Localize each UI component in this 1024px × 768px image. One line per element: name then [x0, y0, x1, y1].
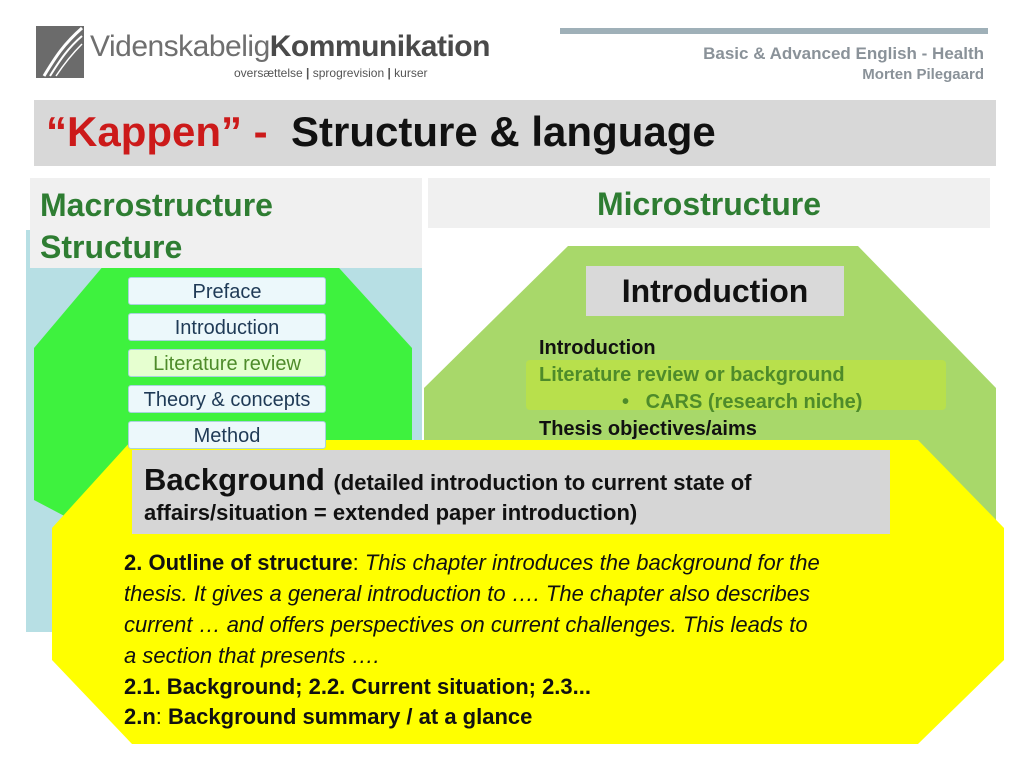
macro-heading: [40, 184, 273, 268]
background-title: Background: [144, 462, 325, 497]
outline-colon: :: [352, 550, 365, 575]
summary-colon: :: [155, 704, 169, 729]
logo-tagline: oversættelse | sprogrevision | kurser: [234, 66, 428, 80]
macro-heading-line1: Macrostructure: [40, 187, 273, 223]
sections-text: 2.1. Background; 2.2. Current situation; 2.3...: [124, 674, 591, 699]
summary-line: [124, 704, 532, 730]
macro-heading-line2: Structure: [40, 229, 183, 265]
logo-light-text: Videnskabelig: [90, 30, 270, 63]
list-item-literature-review: Literature review: [128, 349, 326, 377]
tagline-part: oversættelse: [234, 66, 303, 80]
list-item-method: Method: [128, 421, 326, 449]
outline-text-1: This chapter introduces the background for the: [364, 550, 820, 575]
background-heading: [144, 462, 752, 498]
tagline-part: sprogrevision: [312, 66, 385, 80]
outline-line-4: [124, 643, 380, 669]
micro-line-literature: Literature review or background: [539, 364, 845, 386]
micro-heading: Microstructure: [596, 186, 822, 222]
author-name: Morten Pilegaard: [862, 66, 984, 83]
micro-line-objectives: Thesis objectives/aims: [539, 418, 757, 440]
list-item-preface: Preface: [128, 277, 326, 305]
course-title: Basic & Advanced English - Health: [703, 44, 984, 63]
outline-text-4: a section that presents ….: [124, 643, 380, 668]
list-item-introduction: Introduction: [128, 313, 326, 341]
outline-line-1: [124, 550, 820, 576]
micro-line-introduction: Introduction: [539, 337, 656, 359]
summary-text: Background summary / at a glance: [168, 704, 533, 729]
background-subtitle-1: (detailed introduction to current state of: [333, 470, 752, 495]
list-item-theory-concepts: Theory & concepts: [128, 385, 326, 413]
title-red-part: “Kappen” -: [46, 108, 268, 155]
micro-box-title: Introduction: [586, 266, 844, 316]
micro-line-cars-text: CARS (research niche): [645, 391, 863, 413]
bullet-icon: •: [622, 391, 646, 413]
tagline-part: kurser: [394, 66, 428, 80]
logo-bold-text: Kommunikation: [269, 30, 490, 63]
outline-label: 2. Outline of structure: [124, 550, 353, 575]
background-subtitle-2: affairs/situation = extended paper introduction): [144, 500, 638, 525]
sections-line: [124, 674, 591, 700]
outline-line-2: [124, 581, 810, 607]
micro-line-cars: [622, 391, 862, 414]
title-black-part: Structure & language: [291, 108, 716, 155]
outline-text-2: thesis. It gives a general introduction to …. The chapter also describes: [124, 581, 811, 606]
summary-prefix: 2.n: [124, 704, 156, 729]
outline-text-3: current … and offers perspectives on current challenges. This leads to: [124, 612, 808, 637]
outline-line-3: [124, 612, 808, 638]
